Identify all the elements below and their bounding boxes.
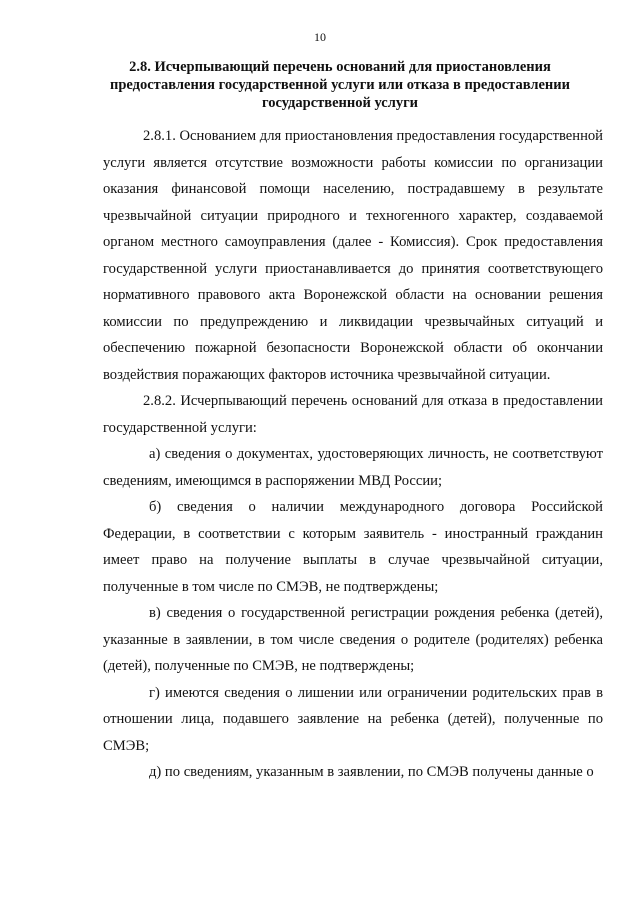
section-heading: 2.8. Исчерпывающий перечень оснований для приостановления предоставления государственной услуги или отказа в предоставлении государственной услуги	[110, 59, 570, 111]
list-item-g: г) имеются сведения о лишении или ограничении родительских прав в отношении лица, подавшего заявление на ребенка (детей), полученные по СМЭВ;	[103, 684, 603, 754]
document-body	[103, 123, 603, 786]
list-item-d: д) по сведениям, указанным в заявлении, по СМЭВ получены данные о	[149, 764, 594, 780]
list-item-v: в) сведения о государственной регистрации рождения ребенка (детей), указанные в заявлении, в том числе сведения о родителе (родителях) ребенка (детей), полученные по СМЭВ, не подтверждены;	[103, 605, 603, 674]
paragraph-2-8-2: 2.8.2. Исчерпывающий перечень оснований для отказа в предоставлении государственной услуги:	[103, 393, 603, 436]
paragraph-2-8-1: 2.8.1. Основанием для приостановления предоставления государственной услуги является отсутствие возможности работы комиссии по организации оказания финансовой помощи населению, пострадавшему в результате чрезвычайной ситуации природного и техногенного характер, создаваемой органом местного самоуправления (далее - Комиссия). Срок предоставления государственной услуги приостанавливается до принятия соответствующего нормативного правового акта Воронежской области на основании решения комиссии по предупреждению и ликвидации чрезвычайных ситуаций и обеспечению пожарной безопасности Воронежской области об окончании воздействия поражающих факторов источника чрезвычайной ситуации.	[103, 128, 603, 383]
list-item-a: а) сведения о документах, удостоверяющих личность, не соответствуют сведениям, имеющимся в распоряжении МВД России;	[103, 446, 603, 489]
list-item-b: б) сведения о наличии международного договора Российской Федерации, в соответствии с которым заявитель - иностранный гражданин имеет право на получение выплаты в случае чрезвычайной ситуации, полученные в том числе по СМЭВ, не подтверждены;	[103, 499, 603, 595]
page-number: 10	[314, 30, 326, 44]
